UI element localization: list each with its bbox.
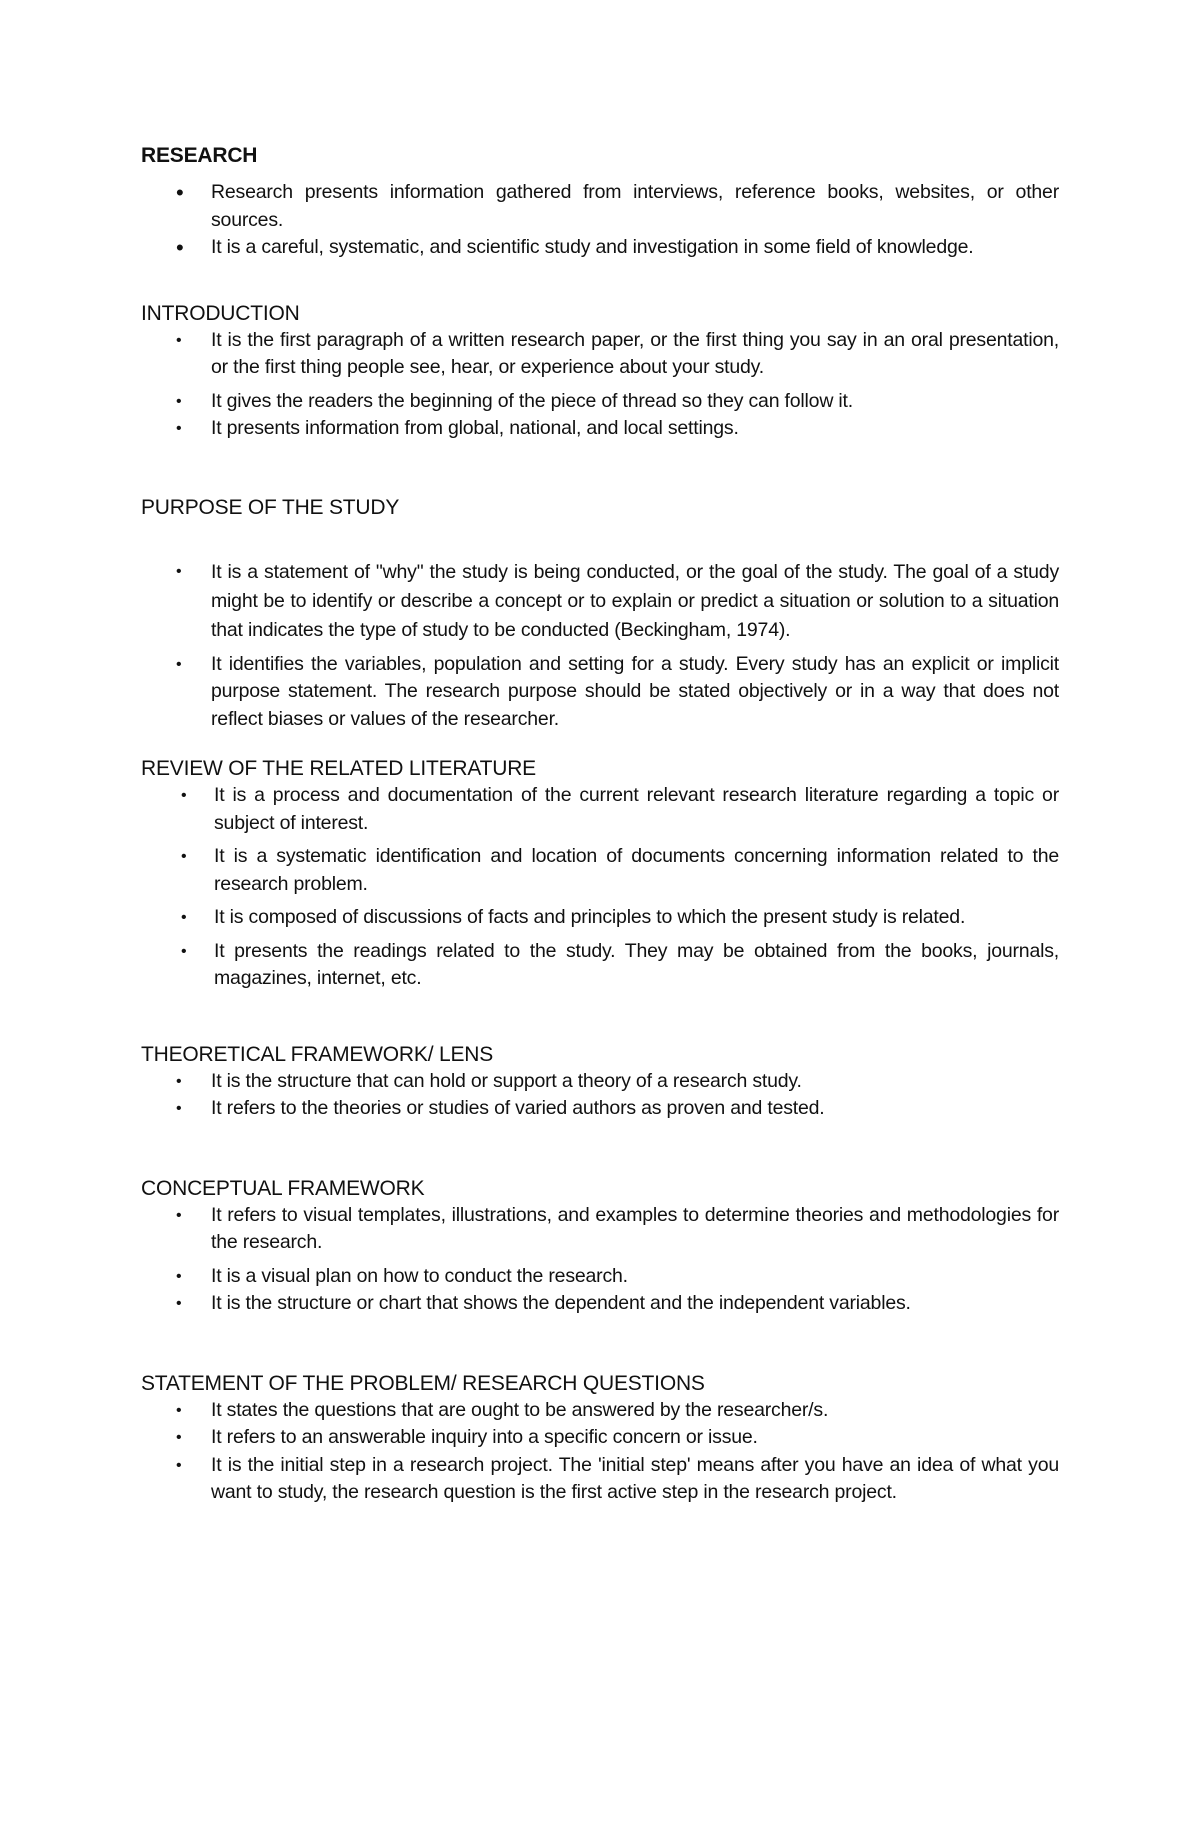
heading-introduction: INTRODUCTION [141,301,300,325]
bullet-icon: • [176,392,182,410]
bullet-icon: • [176,1206,182,1224]
list-item: • It identifies the variables, population and setting for a study. Every study has an explicit or implicit purpose statement. The research purpose should be stated objectively or in a way that does not reflect biases or values of the researcher. [176,652,1059,730]
bullet-icon: • [176,1401,182,1419]
bullet-icon: • [176,1072,182,1090]
list-item: • It gives the readers the beginning of the piece of thread so they can follow it. [141,388,1059,416]
list-item: • It is the initial step in a research project. The 'initial step' means after you have an idea of what you want to study, the research question is the first active step in the research project. [176,1453,1059,1503]
bullet-icon: • [176,331,182,349]
bullet-icon: • [176,420,182,437]
heading-theoretical-framework: THEORETICAL FRAMEWORK/ LENS [141,1042,494,1066]
list-item: • It is the structure that can hold or support a theory of a research study. [141,1068,1059,1096]
bullet-icon: • [181,909,187,926]
list-item: • It refers to the theories or studies of varied authors as proven and tested. [141,1095,1059,1123]
list-item: • It is the structure or chart that shows the dependent and the independent variables. [141,1290,1059,1318]
bullet-icon: • [176,1100,182,1117]
list-item: • It refers to an answerable inquiry into a specific concern or issue. [141,1424,1059,1452]
bullet-icon: • [176,1267,182,1285]
introduction-list [141,327,1059,443]
statement-of-problem-list [141,1397,1059,1507]
list-item: • It is the first paragraph of a written research paper, or the first thing you say in an oral presentation, or the first thing people see, hear, or experience about your study. [176,328,1059,378]
bullet-icon: • [181,787,187,804]
list-item: • It presents the readings related to the study. They may be obtained from the books, journals, magazines, internet, etc. [181,939,1059,989]
heading-purpose-of-the-study: PURPOSE OF THE STUDY [141,495,400,519]
bullet-icon: • [176,180,184,205]
heading-statement-of-the-problem: STATEMENT OF THE PROBLEM/ RESEARCH QUESTIONS [141,1371,705,1395]
conceptual-framework-list [141,1202,1059,1318]
research-list [141,179,1059,262]
list-item: • It is a process and documentation of the current relevant research literature regarding a topic or subject of interest. [181,784,1059,834]
list-item: • It is a systematic identification and location of documents concerning information related to the research problem. [181,845,1059,895]
heading-research: RESEARCH [141,144,258,167]
heading-conceptual-framework: CONCEPTUAL FRAMEWORK [141,1176,425,1200]
bullet-icon: • [176,1456,182,1474]
bullet-icon: • [176,1429,182,1446]
bullet-icon: • [176,1295,182,1312]
bullet-icon: • [176,655,182,673]
bullet-icon: • [176,562,182,580]
list-item: • It is composed of discussions of facts and principles to which the present study is related. [141,904,1059,932]
list-item: • It is a visual plan on how to conduct the research. [141,1263,1059,1291]
theoretical-framework-list [141,1068,1059,1123]
document-page [141,142,1059,1507]
bullet-icon: • [181,848,187,865]
bullet-icon: • [181,942,187,960]
list-item: • It states the questions that are ought to be answered by the researcher/s. [141,1397,1059,1425]
heading-review-of-related-literature: REVIEW OF THE RELATED LITERATURE [141,757,536,780]
list-item: • It is a careful, systematic, and scientific study and investigation in some field of knowledge. [176,235,974,260]
review-list [141,782,1059,993]
purpose-list [141,558,1059,734]
list-item: • Research presents information gathered from interviews, reference books, websites, or other sources. [176,180,1059,231]
bullet-icon: • [176,235,184,260]
list-item: • It is a statement of "why" the study is being conducted, or the goal of the study. The goal of a study might be to identify or describe a concept or to explain or predict a situation or solution to a situation that indicates the type of study to be conducted (Beckingham, 1974). [141,558,1059,645]
list-item: • It refers to visual templates, illustrations, and examples to determine theories and methodologies for the research. [176,1203,1059,1253]
list-item: • It presents information from global, national, and local settings. [141,415,1059,443]
